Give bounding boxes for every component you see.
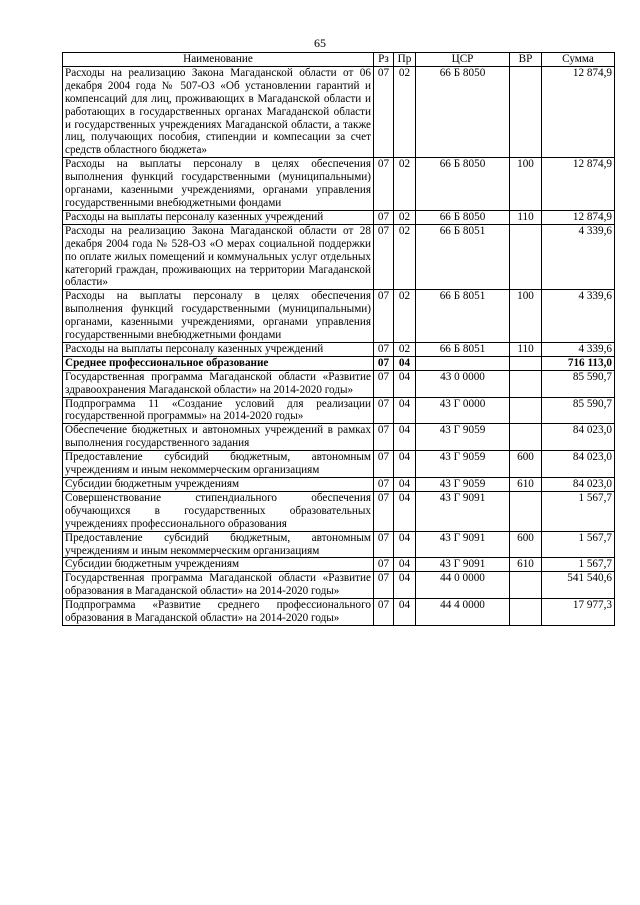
row-csr: 66 Б 8050: [416, 158, 510, 211]
table-row: [63, 356, 615, 370]
header-csr: ЦСР: [416, 53, 510, 67]
row-rz: 07: [374, 424, 394, 451]
row-vr: [510, 224, 542, 290]
table-row: [63, 158, 615, 211]
row-csr: 43 Г 9059: [416, 478, 510, 492]
row-csr: 66 Б 8050: [416, 66, 510, 157]
table-row: [63, 572, 615, 599]
table-body: [63, 66, 615, 625]
row-name: Субсидии бюджетным учреждениям: [63, 478, 374, 492]
row-pr: 04: [394, 424, 416, 451]
table-row: [63, 558, 615, 572]
row-name: Субсидии бюджетным учреждениям: [63, 558, 374, 572]
row-pr: 04: [394, 531, 416, 558]
row-vr: 100: [510, 158, 542, 211]
row-csr: [416, 356, 510, 370]
table-row: [63, 424, 615, 451]
row-name: Предоставление субсидий бюджетным, автономным учреждениям и иным некоммерческим организациям: [63, 531, 374, 558]
header-rz: Рз: [374, 53, 394, 67]
row-sum: 1 567,7: [542, 491, 615, 531]
row-rz: 07: [374, 210, 394, 224]
row-pr: 04: [394, 370, 416, 397]
row-pr: 02: [394, 224, 416, 290]
row-name: Государственная программа Магаданской области «Развитие здравоохранения Магаданской области» на 2014-2020 годы»: [63, 370, 374, 397]
row-vr: 610: [510, 478, 542, 492]
row-csr: 43 Г 0000: [416, 397, 510, 424]
row-pr: 04: [394, 478, 416, 492]
row-name: Расходы на выплаты персоналу в целях обеспечения выполнения функций государственными (муниципальными) органами, казенными учреждениями, органами управления государственными внебюджетными фондами: [63, 290, 374, 343]
row-rz: 07: [374, 342, 394, 356]
row-pr: 04: [394, 491, 416, 531]
header-vr: ВР: [510, 53, 542, 67]
row-pr: 04: [394, 572, 416, 599]
row-sum: 4 339,6: [542, 290, 615, 343]
row-rz: 07: [374, 572, 394, 599]
row-vr: 600: [510, 451, 542, 478]
row-name: Подпрограмма 11 «Создание условий для реализации государственной программы» на 2014-2020 годы»: [63, 397, 374, 424]
row-csr: 44 4 0000: [416, 599, 510, 626]
row-sum: 84 023,0: [542, 424, 615, 451]
row-name: Совершенствование стипендиального обеспечения обучающихся в государственных образовательных учреждениях профессионального образования: [63, 491, 374, 531]
row-sum: 84 023,0: [542, 451, 615, 478]
header-pr: Пр: [394, 53, 416, 67]
row-rz: 07: [374, 397, 394, 424]
row-rz: 07: [374, 531, 394, 558]
row-name: Расходы на выплаты персоналу казенных учреждений: [63, 342, 374, 356]
row-vr: [510, 370, 542, 397]
row-csr: 43 Г 9091: [416, 531, 510, 558]
row-sum: 17 977,3: [542, 599, 615, 626]
row-rz: 07: [374, 158, 394, 211]
row-csr: 66 Б 8051: [416, 224, 510, 290]
row-name: Расходы на реализацию Закона Магаданской области от 06 декабря 2004 года № 507-ОЗ «Об установлении гарантий и компенсаций для лиц, проживающих в Магаданской области и работающих в государственных органах Магаданской области и государственных учреждениях Магаданской области, а также лиц, получающих пособия, стипендии и компесации за счет средств областного бюджета»: [63, 66, 374, 157]
row-rz: 07: [374, 356, 394, 370]
row-csr: 66 Б 8051: [416, 342, 510, 356]
row-name: Государственная программа Магаданской области «Развитие образования в Магаданской области» на 2014-2020 годы»: [63, 572, 374, 599]
row-pr: 04: [394, 599, 416, 626]
row-vr: [510, 356, 542, 370]
row-vr: [510, 599, 542, 626]
row-sum: 4 339,6: [542, 224, 615, 290]
table-row: [63, 397, 615, 424]
row-sum: 716 113,0: [542, 356, 615, 370]
row-csr: 44 0 0000: [416, 572, 510, 599]
header-sum: Сумма: [542, 53, 615, 67]
row-sum: 85 590,7: [542, 397, 615, 424]
table-row: [63, 451, 615, 478]
row-name: Среднее профессиональное образование: [63, 356, 374, 370]
row-rz: 07: [374, 66, 394, 157]
row-vr: 610: [510, 558, 542, 572]
row-vr: [510, 572, 542, 599]
table-row: [63, 66, 615, 157]
row-pr: 02: [394, 290, 416, 343]
row-pr: 04: [394, 558, 416, 572]
table-row: [63, 531, 615, 558]
row-pr: 02: [394, 158, 416, 211]
row-rz: 07: [374, 224, 394, 290]
row-name: Расходы на выплаты персоналу в целях обеспечения выполнения функций государственными (муниципальными) органами, казенными учреждениями, органами управления государственными внебюджетными фондами: [63, 158, 374, 211]
row-csr: 66 Б 8051: [416, 290, 510, 343]
row-vr: 110: [510, 210, 542, 224]
row-name: Подпрограмма «Развитие среднего профессионального образования в Магаданской области» на 2014-2020 годы»: [63, 599, 374, 626]
row-pr: 04: [394, 451, 416, 478]
row-pr: 02: [394, 342, 416, 356]
row-sum: 12 874,9: [542, 210, 615, 224]
table-row: [63, 224, 615, 290]
row-sum: 1 567,7: [542, 531, 615, 558]
row-vr: 600: [510, 531, 542, 558]
table-row: [63, 342, 615, 356]
row-csr: 43 Г 9059: [416, 424, 510, 451]
budget-table: [62, 52, 615, 626]
row-vr: 100: [510, 290, 542, 343]
row-rz: 07: [374, 370, 394, 397]
header-name: Наименование: [63, 53, 374, 67]
row-rz: 07: [374, 451, 394, 478]
row-vr: [510, 397, 542, 424]
row-csr: 43 0 0000: [416, 370, 510, 397]
row-sum: 12 874,9: [542, 158, 615, 211]
row-vr: [510, 66, 542, 157]
row-rz: 07: [374, 290, 394, 343]
row-name: Предоставление субсидий бюджетным, автономным учреждениям и иным некоммерческим организациям: [63, 451, 374, 478]
row-rz: 07: [374, 491, 394, 531]
row-vr: 110: [510, 342, 542, 356]
row-vr: [510, 424, 542, 451]
row-csr: 66 Б 8050: [416, 210, 510, 224]
row-csr: 43 Г 9091: [416, 558, 510, 572]
row-sum: 12 874,9: [542, 66, 615, 157]
row-name: Расходы на выплаты персоналу казенных учреждений: [63, 210, 374, 224]
row-name: Обеспечение бюджетных и автономных учреждений в рамках выполнения государственного задания: [63, 424, 374, 451]
table-row: [63, 370, 615, 397]
row-name: Расходы на реализацию Закона Магаданской области от 28 декабря 2004 года № 528-ОЗ «О мерах социальной поддержки по оплате жилых помещений и коммунальных услуг отдельных категорий граждан, проживающих на территории Магаданской области»: [63, 224, 374, 290]
row-sum: 541 540,6: [542, 572, 615, 599]
table-row: [63, 491, 615, 531]
row-sum: 4 339,6: [542, 342, 615, 356]
row-pr: 04: [394, 356, 416, 370]
table-row: [63, 290, 615, 343]
row-rz: 07: [374, 478, 394, 492]
row-csr: 43 Г 9091: [416, 491, 510, 531]
table-row: [63, 599, 615, 626]
row-sum: 84 023,0: [542, 478, 615, 492]
table-header-row: [63, 53, 615, 67]
row-sum: 1 567,7: [542, 558, 615, 572]
page-number: 65: [314, 36, 326, 50]
row-vr: [510, 491, 542, 531]
table-row: [63, 210, 615, 224]
row-pr: 04: [394, 397, 416, 424]
row-csr: 43 Г 9059: [416, 451, 510, 478]
row-rz: 07: [374, 599, 394, 626]
table-row: [63, 478, 615, 492]
row-sum: 85 590,7: [542, 370, 615, 397]
row-rz: 07: [374, 558, 394, 572]
row-pr: 02: [394, 210, 416, 224]
row-pr: 02: [394, 66, 416, 157]
